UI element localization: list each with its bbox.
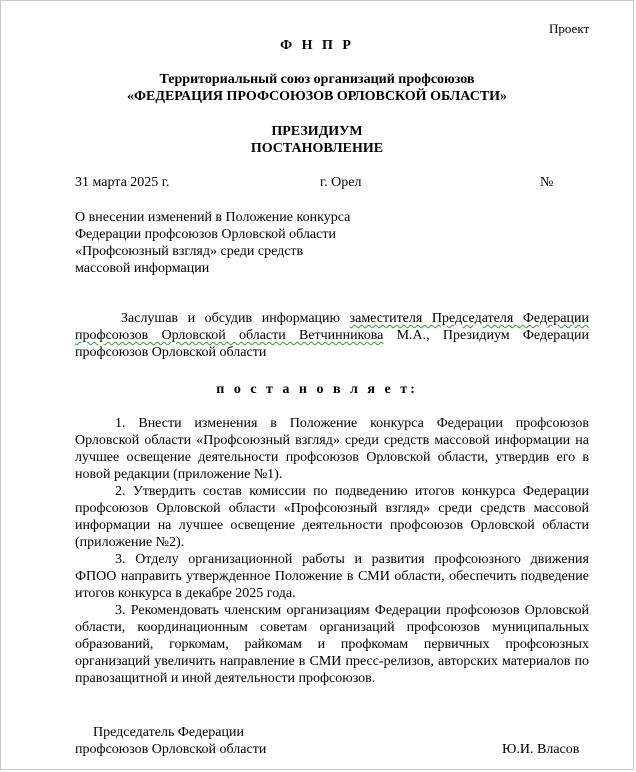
document-city: г. Орел — [320, 175, 362, 190]
document-number: № — [540, 175, 554, 190]
preamble-text: Заслушав и обсудив информацию — [121, 311, 350, 326]
signer-name: Ю.И. Власов — [502, 742, 580, 757]
union-name-line1: Территориальный союз организаций профсоюзов — [159, 72, 475, 87]
resolution-items — [75, 415, 589, 687]
union-name-line2: «ФЕДЕРАЦИЯ ПРОФСОЮЗОВ ОРЛОВСКОЙ ОБЛАСТИ» — [126, 89, 508, 104]
signer-title-line2: профсоюзов Орловской области — [75, 742, 267, 757]
preamble-underlined-text: заместителя Председателя Федерации профсоюзов Орловской области Ветчинникова — [75, 311, 589, 343]
subject-line: «Профсоюзный взгляд» среди средств — [75, 244, 304, 259]
body-title: ПРЕЗИДИУМ — [271, 124, 363, 139]
signer-title-line1: Председатель Федерации — [93, 725, 244, 740]
preamble-paragraph — [75, 310, 589, 361]
org-short-name: Ф Н П Р — [280, 38, 354, 53]
resolution-item: 2. Утвердить состав комиссии по подведению итогов конкурса Федерации профсоюзов Орловской области «Профсоюзный взгляд» среди средств массовой информации на лучшее освещение деятельности профсоюзов Орловской области (приложение №2). — [75, 484, 589, 550]
resolution-item: 3. Отделу организационной работы и развития профсоюзного движения ФПОО направить утвержденное Положение в СМИ области, обеспечить подведение итогов конкурса в декабре 2025 года. — [75, 552, 589, 601]
resolution-item: 3. Рекомендовать членским организациям Федерации профсоюзов Орловской области, координационным советам организаций профсоюзов муниципальных образований, горкомам, райкомам и профкомам первичных профсоюзных организаций увеличить направление в СМИ пресс-релизов, авторских материалов по правозащитной и иной деятельности профсоюзов. — [75, 603, 589, 686]
project-label: Проект — [549, 21, 590, 36]
document-date: 31 марта 2025 г. — [75, 175, 170, 190]
document-subject — [75, 209, 350, 277]
document-type: ПОСТАНОВЛЕНИЕ — [250, 141, 384, 156]
subject-line: Федерации профсоюзов Орловской области — [75, 227, 336, 242]
subject-line: массовой информации — [75, 261, 210, 276]
resolution-item: 1. Внести изменения в Положение конкурса Федерации профсоюзов Орловской области «Профсоюзный взгляд» среди средств массовой информации на лучшее освещение деятельности профсоюзов Орловской области, утвердив его в новой редакции (приложение №1). — [75, 416, 589, 482]
subject-line: О внесении изменений в Положение конкурса — [75, 210, 351, 225]
resolves-heading: п о с т а н о в л я е т: — [216, 382, 418, 397]
preamble-text: М.А., Президиум Федерации профсоюзов Орловской области — [75, 328, 589, 360]
